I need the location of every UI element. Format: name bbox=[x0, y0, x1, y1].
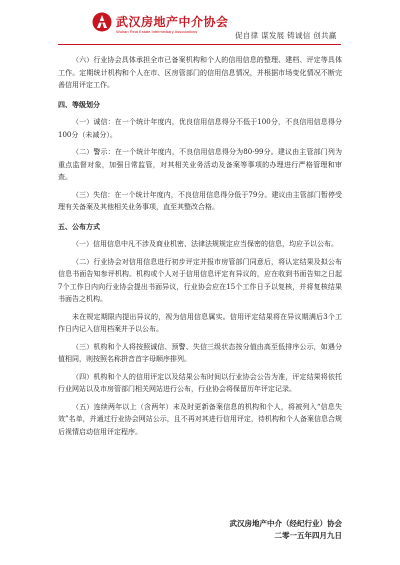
slogan: 促自律 谋发展 铸诚信 创共赢 bbox=[235, 31, 337, 40]
paragraph: （一）诚信：在一个统计年度内，优良信用信息得分不低于100分，不良信用信息得分100分（未减分）。 bbox=[58, 118, 342, 139]
letterhead bbox=[0, 0, 400, 50]
paragraph: （三）机构和个人将按照诚信、预警、失信三级状态按分值由高至低排序公示，如遇分值相同，则按照名称拼音首字母顺序排列。 bbox=[58, 342, 342, 363]
paragraph: （二）行业协会对信用信息进行初步评定并报市房管部门同意后，将认定结果及拟公布信息书面告知参评机构。机构或个人对于信用信息评定有异议的，应在收到书面告知之日起7个工作日内向行业协会提出书面异议，行业协会应在15个工作日予以复核，并将复核结果书面告之机构。 bbox=[58, 257, 342, 303]
association-logo-icon bbox=[92, 12, 112, 32]
section-heading-publication: 五、公布方式 bbox=[58, 221, 100, 231]
logo-name-cn: 武汉房地产中介协会 bbox=[116, 15, 229, 29]
section-heading-grading: 四、等级划分 bbox=[58, 99, 100, 109]
signature-org: 武汉房地产中介（经纪行业）协会 bbox=[229, 519, 342, 528]
paragraph: （二）警示：在一个统计年度内，不良信用信息得分为80-99分。建议由主管部门列为重点监督对象，加强日常监管，对其相关业务活动及备案等事项的办理进行严格管理和审查。 bbox=[58, 148, 342, 181]
paragraph: （三）失信：在一个统计年度内，不良信用信息得分低于79分。建议由主管部门暂停受理有关备案及其他相关业务事项，直至其整改合格。 bbox=[58, 190, 342, 211]
paragraph: （四）机构和个人的信用评定以及结果公布时间以行业协会公告为准，评定结果将依托行业网站以及市房管部门相关网站进行公布，行业协会将保留历年评定记录。 bbox=[58, 372, 342, 393]
header-divider bbox=[58, 44, 341, 45]
signature-block bbox=[230, 518, 343, 542]
signature-date: 二零一五年四月九日 bbox=[274, 531, 342, 540]
paragraph: 未在规定期限内提出异议的，视为信用信息属实。信用评定结果将在异议期满后3个工作日内记入信用档案并予以公布。 bbox=[58, 312, 342, 333]
paragraph: （五）连续两年以上（含两年）未及时更新备案信息的机构和个人，将被列入“信息失效”名单，并通过行业协会网站公示，且不再对其进行信用评定，待机构和个人备案信息合规后视情启动信用评定程序。 bbox=[58, 402, 342, 436]
paragraph: （一）信用信息中凡不涉及商业机密、法律法规规定应当保密的信息，均应予以公布。 bbox=[72, 240, 338, 248]
logo-name-en: Wuhan Real Estate Intermediary Associations bbox=[116, 29, 198, 34]
paragraph: （六）行业协会具体承担全市已备案机构和个人的信用信息的整理、建档、评定等具体工作。定期统计机构和个人在市、区房管部门的信用信息情况，并根据市场变化情况不断完善信用评定工作。 bbox=[58, 56, 342, 89]
document-body bbox=[58, 54, 342, 438]
